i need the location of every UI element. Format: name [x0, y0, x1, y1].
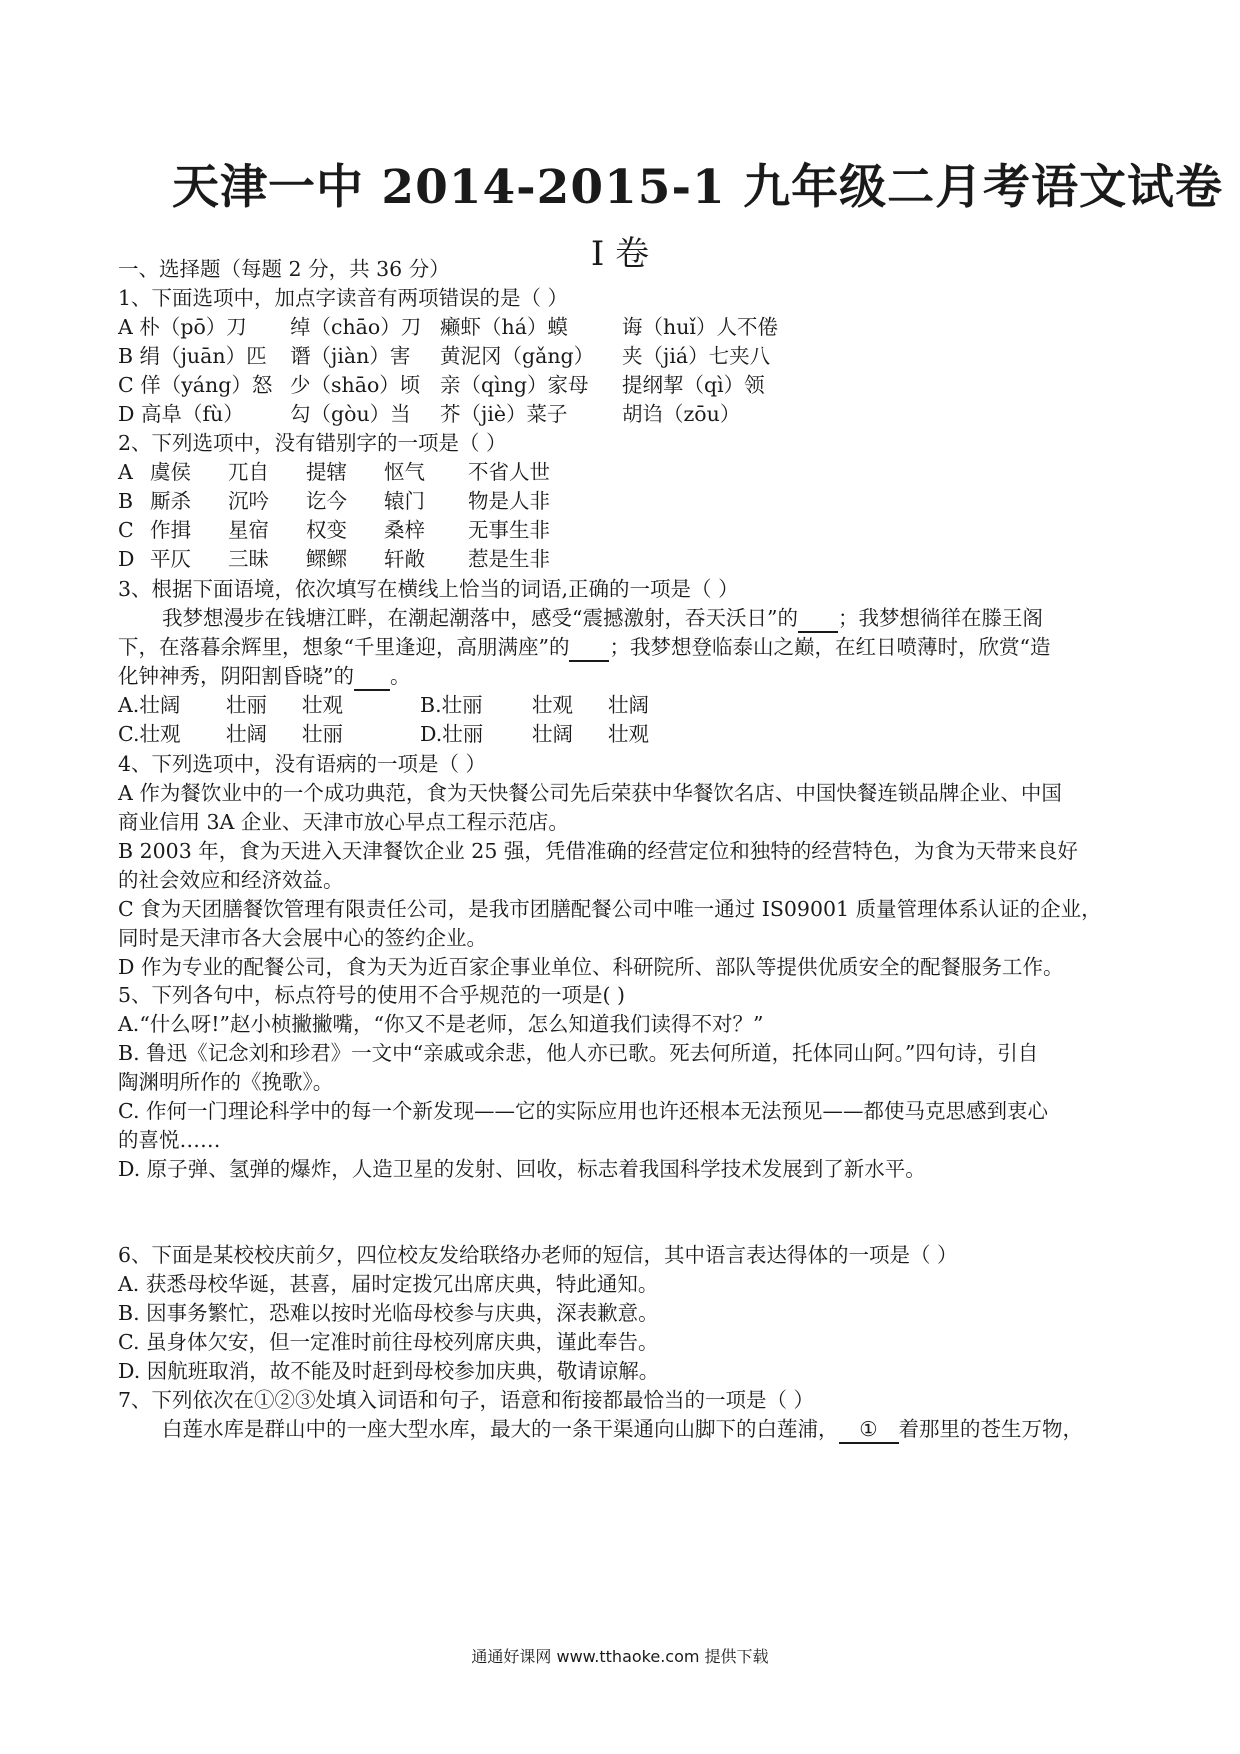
section-heading: 一、选择题（每题 2 分，共 36 分） [118, 257, 450, 281]
option-line: 的喜悦…… [118, 1128, 221, 1152]
passage-text: ；我梦想登临泰山之巅，在红日喷薄时，欣赏“造 [609, 635, 1051, 659]
option-cell: D 高阜（fù） [118, 402, 244, 426]
option-cell: 勾（gòu）当 [290, 402, 411, 426]
option-cell: 壮观 [532, 693, 573, 717]
option-line: B 2003 年，食为天进入天津餐饮企业 25 强，凭借准确的经营定位和独特的经营特色，为食为天带来良好 [118, 839, 1078, 863]
option-line: B. 因事务繁忙，恐难以按时光临母校参与庆典，深表歉意。 [118, 1301, 659, 1325]
option-cell: 权变 [306, 518, 347, 542]
answer-blank [354, 663, 390, 691]
option-cell: 亲（qìng）家母 [440, 373, 589, 397]
option-cell: B 绢（juān）匹 [118, 344, 267, 368]
option-cell: 夹（jiá）七夹八 [622, 344, 771, 368]
passage-text: 。 [389, 664, 411, 688]
option-cell: 平仄 [150, 547, 191, 571]
option-line: 同时是天津市各大会展中心的签约企业。 [118, 926, 487, 950]
answer-blank [798, 605, 838, 633]
question-6-stem: 6、下面是某校校庆前夕，四位校友发给联络办老师的短信，其中语言表达得体的一项是（ ） [118, 1243, 958, 1267]
option-row [118, 459, 1118, 485]
option-line: C 食为天团膳餐饮管理有限责任公司，是我市团膳配餐公司中唯一通过 IS09001 质量管理体系认证的企业， [118, 897, 1102, 921]
option-cell: 无事生非 [468, 518, 550, 542]
option-cell: 不省人世 [468, 460, 550, 484]
question-3-passage-line [118, 634, 1050, 662]
option-cell: 惹是生非 [468, 547, 550, 571]
question-2-stem: 2、下列选项中，没有错别字的一项是（ ） [118, 431, 507, 455]
option-cell: 轩敞 [384, 547, 425, 571]
passage-text: 下，在落暮余辉里，想象“千里逢迎，高朋满座”的 [118, 635, 570, 659]
passage-text: 白莲水库是群山中的一座大型水库，最大的一条干渠通向山脚下的白莲浦， [162, 1417, 839, 1441]
option-cell: 星宿 [228, 518, 269, 542]
option-cell: 鳏鳏 [306, 547, 347, 571]
option-line: 陶渊明所作的《挽歌》。 [118, 1070, 334, 1094]
option-row [118, 721, 1118, 747]
option-cell: 谮（jiàn）害 [290, 344, 411, 368]
option-cell: D [118, 547, 135, 571]
question-5-stem: 5、下列各句中，标点符号的使用不合乎规范的一项是( ) [118, 983, 626, 1007]
option-line: B. 鲁迅《记念刘和珍君》一文中“亲戚或余悲，他人亦已歌。死去何所道，托体同山阿。”四句诗，引自 [118, 1041, 1039, 1065]
option-row [118, 517, 1118, 543]
option-cell: 桑梓 [384, 518, 425, 542]
option-row [118, 372, 1118, 398]
option-row [118, 314, 1118, 340]
passage-text: 着那里的苍生万物， [898, 1417, 1083, 1441]
option-cell: 讫今 [306, 489, 347, 513]
option-cell: 壮阔 [226, 722, 267, 746]
page-footer: 通通好课网 www.tthaoke.com 提供下载 [471, 1647, 769, 1666]
option-cell: A 朴（pō）刀 [118, 315, 247, 339]
option-cell: 虞侯 [150, 460, 191, 484]
option-cell: 三昧 [228, 547, 269, 571]
option-cell: C 佯（yáng）怒 [118, 373, 273, 397]
option-cell: 提纲挈（qì）领 [622, 373, 765, 397]
option-cell: 少（shāo）顷 [290, 373, 421, 397]
option-cell: 壮丽 [226, 693, 267, 717]
option-line: A. 获悉母校华诞，甚喜，届时定拨冗出席庆典，特此通知。 [118, 1272, 659, 1296]
passage-text: 化钟神秀，阴阳割昏晓”的 [118, 664, 354, 688]
page-title: 天津一中 2014-2015-1 九年级二月考语文试卷 [172, 160, 1224, 215]
option-cell: A.壮阔 [118, 693, 181, 717]
option-cell: 壮观 [608, 722, 649, 746]
option-row [118, 488, 1118, 514]
option-cell: 提辖 [306, 460, 347, 484]
answer-blank-1: ① [839, 1416, 899, 1444]
option-cell: 诲（huǐ）人不倦 [622, 315, 778, 339]
page-subtitle: I 卷 [590, 234, 650, 274]
passage-text: 我梦想漫步在钱塘江畔，在潮起潮落中，感受“震撼激射，吞天沃日”的 [162, 606, 798, 630]
option-line: 的社会效应和经济效益。 [118, 868, 344, 892]
option-line: D. 原子弹、氢弹的爆炸，人造卫星的发射、回收，标志着我国科学技术发展到了新水平。 [118, 1157, 926, 1181]
option-cell: 壮观 [302, 693, 343, 717]
option-row [118, 343, 1118, 369]
option-cell: C.壮观 [118, 722, 181, 746]
option-cell: B [118, 489, 134, 513]
option-cell: D.壮丽 [420, 722, 484, 746]
option-line: A 作为餐饮业中的一个成功典范，食为天快餐公司先后荣获中华餐饮名店、中国快餐连锁品牌企业、中国 [118, 781, 1062, 805]
option-cell: 辕门 [384, 489, 425, 513]
question-4-stem: 4、下列选项中，没有语病的一项是（ ） [118, 752, 487, 776]
question-7-stem: 7、下列依次在①②③处填入词语和句子，语意和衔接都最恰当的一项是（ ） [118, 1388, 815, 1412]
question-1-stem: 1、下面选项中，加点字读音有两项错误的是（ ） [118, 286, 569, 310]
option-cell: 厮杀 [150, 489, 191, 513]
option-cell: 胡诌（zōu） [622, 402, 741, 426]
option-row [118, 546, 1118, 572]
option-cell: 绰（chāo）刀 [290, 315, 422, 339]
option-line: C. 虽身体欠安，但一定准时前往母校列席庆典，谨此奉告。 [118, 1330, 659, 1354]
option-cell: 壮丽 [302, 722, 343, 746]
option-cell: 壮阔 [608, 693, 649, 717]
option-cell: C [118, 518, 134, 542]
option-cell: 怄气 [384, 460, 425, 484]
option-cell: A [118, 460, 133, 484]
option-line: D 作为专业的配餐公司，食为天为近百家企事业单位、科研院所、部队等提供优质安全的配餐服务工作。 [118, 955, 1064, 979]
question-3-passage-line [118, 605, 1043, 633]
option-cell: 作揖 [150, 518, 191, 542]
option-cell: 癞虾（há）蟆 [440, 315, 568, 339]
option-cell: 芥（jiè）菜子 [440, 402, 568, 426]
option-line: 商业信用 3A 企业、天津市放心早点工程示范店。 [118, 810, 569, 834]
option-cell: 沉吟 [228, 489, 269, 513]
option-cell: 壮阔 [532, 722, 573, 746]
option-line: C. 作何一门理论科学中的每一个新发现——它的实际应用也许还根本无法预见——都使马克思感到衷心 [118, 1099, 1048, 1123]
option-line: A.“什么呀!”赵小桢撇撇嘴，“你又不是老师，怎么知道我们读得不对？” [118, 1012, 764, 1036]
question-3-stem: 3、根据下面语境，依次填写在横线上恰当的词语,正确的一项是（ ） [118, 577, 739, 601]
option-cell: 兀自 [228, 460, 269, 484]
option-line: D. 因航班取消，故不能及时赶到母校参加庆典，敬请谅解。 [118, 1359, 660, 1383]
passage-text: ；我梦想徜徉在滕王阁 [837, 606, 1043, 630]
option-row [118, 692, 1118, 718]
option-row [118, 401, 1118, 427]
answer-blank [569, 634, 609, 662]
option-cell: 物是人非 [468, 489, 550, 513]
option-cell: 黄泥冈（gǎng） [440, 344, 595, 368]
option-cell: B.壮丽 [420, 693, 483, 717]
question-3-passage-line [118, 663, 410, 691]
question-7-passage-line [118, 1416, 1083, 1444]
